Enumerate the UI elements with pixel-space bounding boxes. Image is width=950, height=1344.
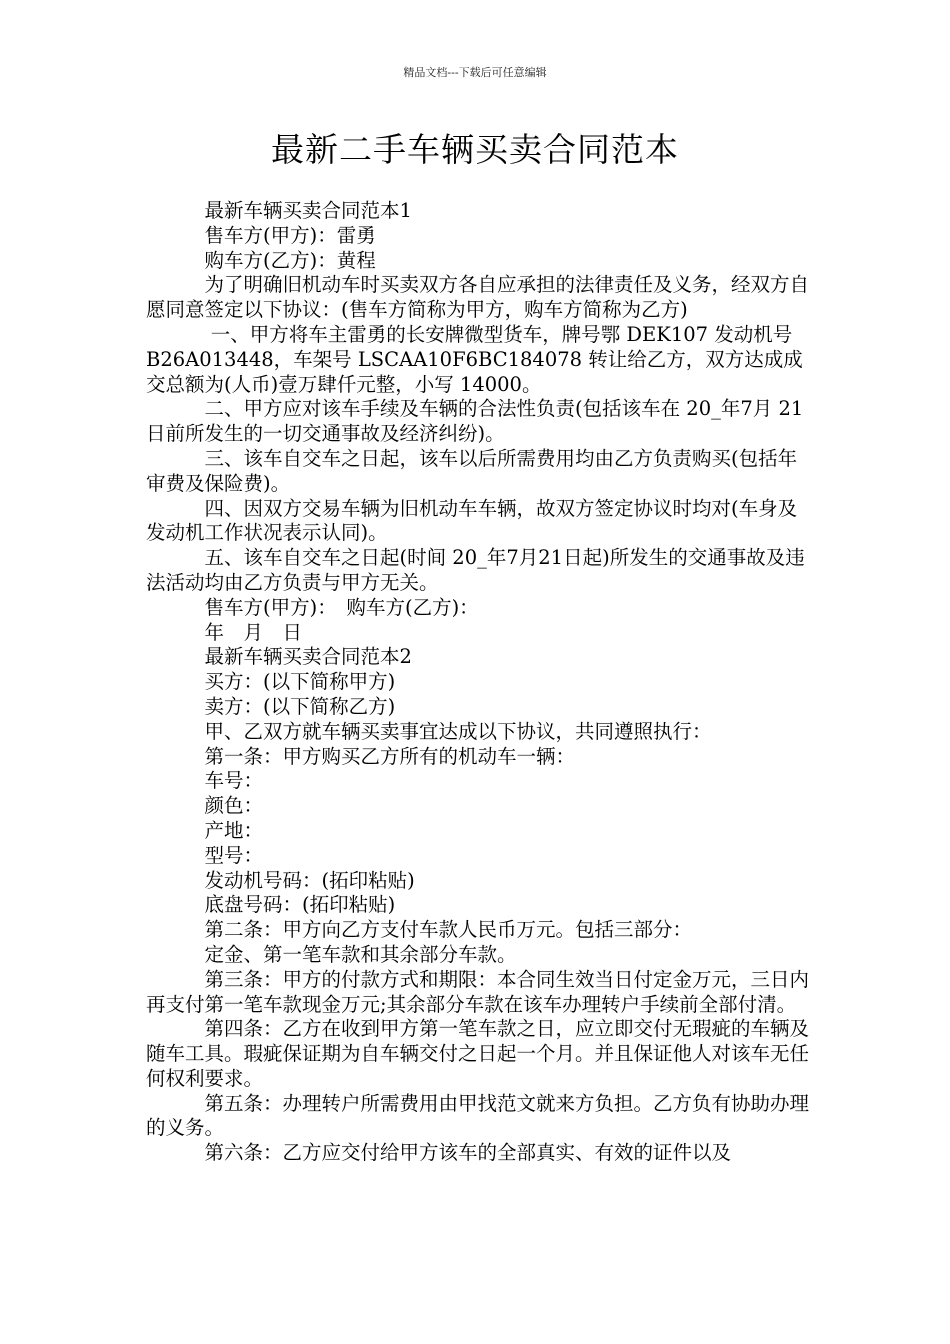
paragraph: 发动机号码：(拓印粘贴) (146, 868, 415, 892)
section-heading: 最新车辆买卖合同范本2 (146, 645, 412, 669)
paragraph: 第四条：乙方在收到甲方第一笔车款之日，应立即交付无瑕疵的车辆及随车工具。瑕疵保证期为自车辆交付之日起一个月。并且保证他人对该车无任何权利要求。 (146, 1017, 810, 1090)
paragraph: 第一条：甲方购买乙方所有的机动车一辆： (146, 744, 576, 768)
paragraph: 售车方(甲方)：雷勇 (146, 223, 376, 247)
paragraph: 第六条：乙方应交付给甲方该车的全部真实、有效的证件以及 (146, 1141, 732, 1165)
paragraph: 定金、第一笔车款和其余部分车款。 (146, 942, 517, 966)
document-body (146, 199, 810, 1166)
paragraph: 底盘号码：(拓印粘贴) (146, 893, 396, 917)
paragraph: 三、该车自交车之日起，该车以后所需费用均由乙方负责购买(包括年审费及保险费)。 (146, 446, 798, 495)
paragraph: 第三条：甲方的付款方式和期限：本合同生效当日付定金万元，三日内再支付第一笔车款现金万元;其余部分车款在该车办理转户手续前全部付清。 (146, 967, 810, 1016)
paragraph: 四、因双方交易车辆为旧机动车车辆，故双方签定协议时均对(车身及发动机工作状况表示认同)。 (146, 496, 798, 545)
paragraph: 购车方(乙方)：黄程 (146, 248, 376, 272)
page-header-note: 精品文档---下载后可任意编辑 (403, 66, 547, 79)
paragraph: 产地： (146, 818, 264, 842)
paragraph: 甲、乙双方就车辆买卖事宜达成以下协议，共同遵照执行： (146, 719, 712, 743)
paragraph: 型号： (146, 843, 264, 867)
document-title: 最新二手车辆买卖合同范本 (271, 130, 679, 169)
paragraph: 一、甲方将车主雷勇的长安牌微型货车，牌号鄂 DEK107 发动机号 B26A013448，车架号 LSCAA10F6BC184078 转让给乙方，双方达成成交总额为(人币)壹万肆仟元整，小写 14000。 (146, 322, 803, 396)
paragraph: 第五条：办理转户所需费用由甲找范文就来方负担。乙方负有协助办理的义务。 (146, 1091, 810, 1140)
paragraph: 买方：(以下简称甲方) (146, 670, 396, 694)
signature-line: 售车方(甲方)： 购车方(乙方)： (146, 595, 479, 619)
date-line: 年 月 日 (146, 620, 303, 644)
paragraph: 为了明确旧机动车时买卖双方各自应承担的法律责任及义务，经双方自愿同意签定以下协议：(售车方简称为甲方，购车方简称为乙方) (146, 273, 810, 322)
paragraph: 最新车辆买卖合同范本1 (146, 199, 412, 222)
paragraph: 卖方：(以下简称乙方) (146, 694, 396, 718)
paragraph: 二、甲方应对该车手续及车辆的合法性负责(包括该车在 20_年7月 21日前所发生的一切交通事故及经济纠纷)。 (146, 397, 804, 446)
paragraph: 五、该车自交车之日起(时间 20_年7月21日起)所发生的交通事故及违法活动均由乙方负责与甲方无关。 (146, 546, 805, 594)
paragraph: 车号： (146, 769, 264, 793)
paragraph: 颜色： (146, 794, 264, 818)
paragraph: 第二条：甲方向乙方支付车款人民币万元。包括三部分： (146, 918, 693, 942)
